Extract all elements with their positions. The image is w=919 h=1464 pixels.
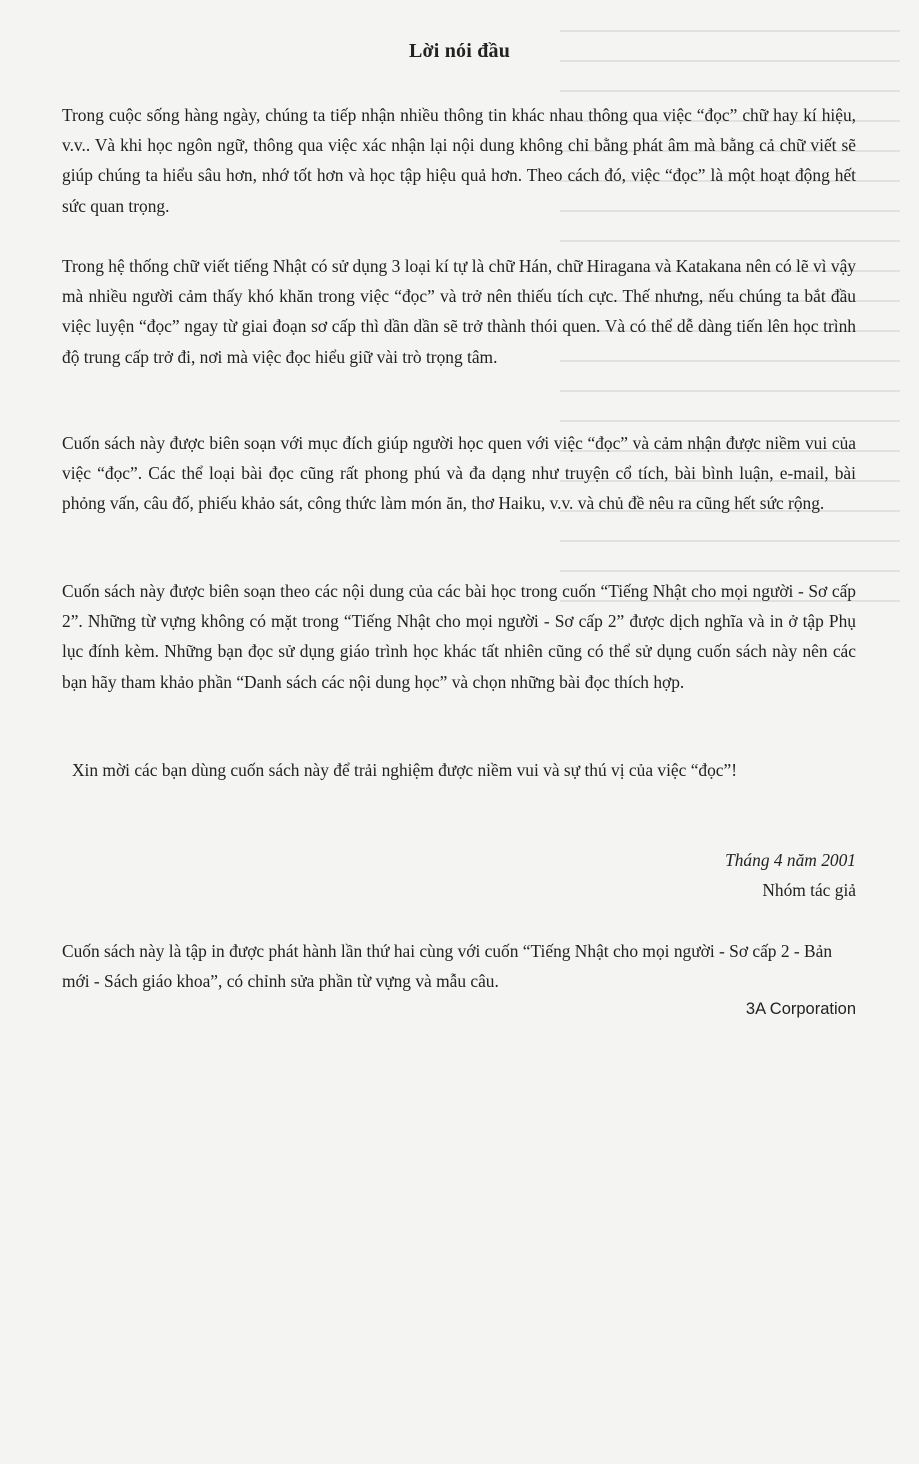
paragraph-3: Cuốn sách này được biên soạn với mục đích giúp người học quen với việc “đọc” và cảm nhận được niềm vui của việc “đọc”. Các thể loại bài đọc cũng rất phong phú và đa dạng như truyện cổ tích, bài bình luận, e-mail, bài phỏng vấn, câu đố, phiếu khảo sát, công thức làm món ăn, thơ Haiku, v.v. và chủ đề nêu ra cũng hết sức rộng. <box>62 433 856 514</box>
publisher-name: 3A Corporation <box>745 1000 856 1018</box>
date-line: Tháng 4 năm 2001 <box>725 850 856 870</box>
authors-line: Nhóm tác giả <box>762 880 856 900</box>
edition-note: Cuốn sách này là tập in được phát hành lần thứ hai cùng với cuốn “Tiếng Nhật cho mọi người - Sơ cấp 2 - Bản mới - Sách giáo khoa”, có chỉnh sửa phần từ vựng và mẫu câu. <box>62 941 833 992</box>
paragraph-5: Xin mời các bạn dùng cuốn sách này để trải nghiệm được niềm vui và sự thú vị của việc “đọc”! <box>72 760 738 780</box>
paragraph-2: Trong hệ thống chữ viết tiếng Nhật có sử dụng 3 loại kí tự là chữ Hán, chữ Hiragana và Katakana nên có lẽ vì vậy mà nhiều người cảm thấy khó khăn trong việc “đọc” và trở nên thiếu tích cực. Thế nhưng, nếu chúng ta bắt đầu việc luyện “đọc” ngay từ giai đoạn sơ cấp thì dần dần sẽ trở thành thói quen. Và có thể dễ dàng tiến lên học trình độ trung cấp trở đi, nơi mà việc đọc hiểu giữ vài trò trọng tâm. <box>62 256 856 367</box>
paragraph-1: Trong cuộc sống hàng ngày, chúng ta tiếp nhận nhiều thông tin khác nhau thông qua việc “đọc” chữ hay kí hiệu, v.v.. Và khi học ngôn ngữ, thông qua việc xác nhận lại nội dung không chỉ bằng phát âm mà bằng cả chữ viết sẽ giúp chúng ta hiểu sâu hơn, nhớ tốt hơn và học tập hiệu quả hơn. Theo cách đó, việc “đọc” là một hoạt động hết sức quan trọng. <box>62 105 856 216</box>
paragraph-4: Cuốn sách này được biên soạn theo các nội dung của các bài học trong cuốn “Tiếng Nhật cho mọi người - Sơ cấp 2”. Những từ vựng không có mặt trong “Tiếng Nhật cho mọi người - Sơ cấp 2” được dịch nghĩa và in ở tập Phụ lục đính kèm. Những bạn đọc sử dụng giáo trình học khác tất nhiên cũng có thể sử dụng cuốn sách này nên các bạn hãy tham khảo phần “Danh sách các nội dung học” và chọn những bài đọc thích hợp. <box>62 581 856 692</box>
page-title: Lời nói đầu <box>408 40 511 62</box>
